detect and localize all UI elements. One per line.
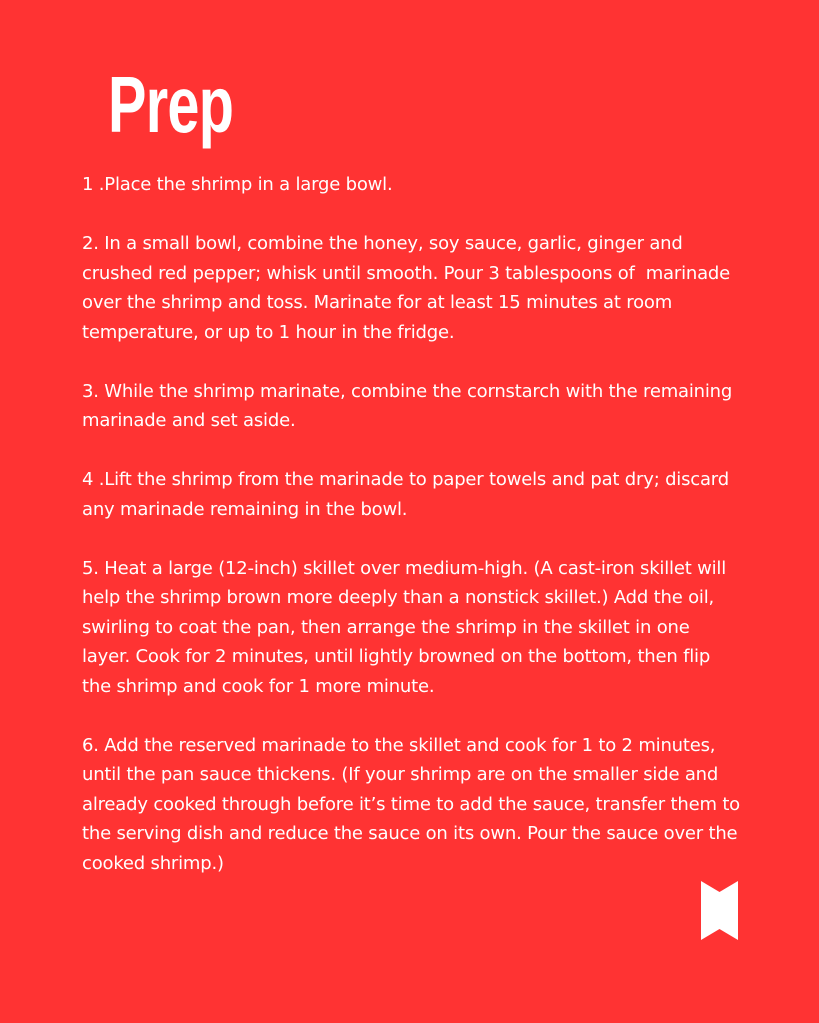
step-5: 5. Heat a large (12-inch) skillet over medium-high. (A cast-iron skillet will help the shrimp brown more deeply than a nonstick skillet.) Add the oil, swirling to coat the pan, then arrange the shrimp in the skillet in one layer. Cook for 2 minutes, until lightly browned on the bottom, then flip the shrimp and cook for 1 more minute. bbox=[82, 557, 732, 697]
step-4: 4 .Lift the shrimp from the marinade to paper towels and pat dry; discard any marinade remaining in the bowl. bbox=[82, 469, 735, 520]
step-6: 6. Add the reserved marinade to the skillet and cook for 1 to 2 minutes, until the pan sauce thickens. (If your shrimp are on the smaller side and already cooked through before it’s time to add the sauce, transfer them to the serving dish and reduce the sauce on its own. Pour the sauce over the cooked shrimp.) bbox=[82, 734, 746, 874]
page-title: Prep bbox=[108, 60, 234, 149]
step-2: 2. In a small bowl, combine the honey, soy sauce, garlic, ginger and crushed red pepper; whisk until smooth. Pour 3 tablespoons of marinade over the shrimp and toss. Marinate for at least 15 minutes at room temperature, or up to 1 hour in the fridge. bbox=[82, 233, 736, 343]
prep-steps-list bbox=[82, 170, 746, 908]
step-3: 3. While the shrimp marinate, combine the cornstarch with the remaining marinade and set aside. bbox=[82, 380, 738, 431]
bookmark-icon bbox=[701, 881, 738, 940]
step-1: 1 .Place the shrimp in a large bowl. bbox=[82, 174, 393, 195]
